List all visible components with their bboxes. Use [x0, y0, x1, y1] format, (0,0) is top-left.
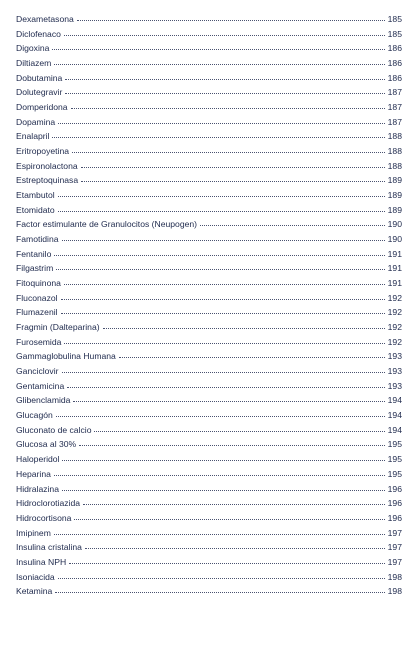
toc-entry[interactable]: [16, 217, 402, 232]
toc-entry-title: Fragmin (Dalteparina): [16, 322, 100, 333]
toc-entry[interactable]: [16, 467, 402, 482]
toc-entry-page-number: 198: [387, 571, 402, 582]
toc-entry-title: Enalapril: [16, 131, 50, 142]
toc-entry[interactable]: [16, 144, 402, 159]
toc-entry-title: Etomidato: [16, 204, 55, 215]
dot-leader: [52, 48, 384, 50]
dot-leader: [77, 19, 385, 21]
toc-entry-page-number: 191: [387, 248, 402, 259]
dot-leader: [64, 283, 385, 285]
toc-entry-page-number: 191: [387, 263, 402, 274]
toc-entry[interactable]: [16, 305, 402, 320]
toc-entry-page-number: 190: [387, 234, 402, 245]
toc-entry-page-number: 193: [387, 380, 402, 391]
dot-leader: [62, 239, 385, 241]
dot-leader: [64, 34, 385, 36]
toc-entry-title: Famotidina: [16, 234, 59, 245]
toc-entry-page-number: 188: [387, 146, 402, 157]
toc-entry-page-number: 186: [387, 72, 402, 83]
toc-entry[interactable]: [16, 320, 402, 335]
toc-entry[interactable]: [16, 349, 402, 364]
dot-leader: [62, 371, 385, 373]
toc-entry-title: Furosemida: [16, 336, 62, 347]
toc-entry-title: Hidralazina: [16, 483, 59, 494]
toc-entry[interactable]: [16, 570, 402, 585]
toc-entry-page-number: 188: [387, 160, 402, 171]
toc-entry-title: Hidrocortisona: [16, 512, 72, 523]
toc-entry-title: Insulina NPH: [16, 556, 67, 567]
dot-leader: [58, 210, 385, 212]
toc-entry[interactable]: [16, 335, 402, 350]
dot-leader: [54, 474, 385, 476]
toc-entry[interactable]: [16, 232, 402, 247]
dot-leader: [58, 195, 385, 197]
toc-entry-title: Gluconato de calcio: [16, 424, 92, 435]
toc-entry-page-number: 194: [387, 424, 402, 435]
toc-entry[interactable]: [16, 437, 402, 452]
dot-leader: [54, 533, 385, 535]
toc-entry-title: Gentamicina: [16, 380, 65, 391]
toc-entry[interactable]: [16, 56, 402, 71]
toc-entry-page-number: 187: [387, 102, 402, 113]
dot-leader: [67, 386, 384, 388]
toc-entry-title: Gammaglobulina Humana: [16, 351, 116, 362]
toc-entry[interactable]: [16, 261, 402, 276]
toc-entry-page-number: 185: [387, 14, 402, 24]
dot-leader: [94, 430, 384, 432]
toc-entry-title: Hidroclorotiazida: [16, 498, 81, 509]
toc-entry-title: Dopamina: [16, 116, 56, 127]
toc-entry-page-number: 193: [387, 366, 402, 377]
toc-entry[interactable]: [16, 584, 402, 599]
dot-leader: [56, 415, 385, 417]
toc-entry-page-number: 195: [387, 454, 402, 465]
dot-leader: [58, 577, 385, 579]
toc-entry-page-number: 186: [387, 43, 402, 54]
toc-entry[interactable]: [16, 276, 402, 291]
toc-entry[interactable]: [16, 85, 402, 100]
toc-entry[interactable]: [16, 100, 402, 115]
toc-entry-title: Haloperidol: [16, 454, 60, 465]
toc-entry-page-number: 196: [387, 512, 402, 523]
toc-entry-page-number: 196: [387, 483, 402, 494]
dot-leader: [58, 122, 384, 124]
toc-entry-title: Etambutol: [16, 190, 55, 201]
toc-entry[interactable]: [16, 71, 402, 86]
toc-entry[interactable]: [16, 408, 402, 423]
toc-entry[interactable]: [16, 27, 402, 42]
toc-entry-title: Estreptoquinasa: [16, 175, 79, 186]
toc-entry-title: Glibenclamida: [16, 395, 71, 406]
dot-leader: [62, 459, 384, 461]
dot-leader: [81, 180, 385, 182]
dot-leader: [56, 268, 384, 270]
toc-entry-title: Factor estimulante de Granulocitos (Neupogen): [16, 219, 198, 230]
toc-entry[interactable]: [16, 423, 402, 438]
toc-entry-title: Fentanilo: [16, 248, 52, 259]
toc-entry-page-number: 189: [387, 204, 402, 215]
toc-entry-page-number: 194: [387, 395, 402, 406]
dot-leader: [61, 312, 385, 314]
toc-entry-title: Espironolactona: [16, 160, 78, 171]
toc-entry[interactable]: [16, 115, 402, 130]
dot-leader: [54, 254, 384, 256]
toc-entry-title: Filgastrim: [16, 263, 54, 274]
toc-entry-page-number: 187: [387, 116, 402, 127]
toc-entry-page-number: 197: [387, 556, 402, 567]
toc-entry-page-number: 192: [387, 336, 402, 347]
dot-leader: [64, 342, 384, 344]
toc-entry-title: Glucagón: [16, 410, 53, 421]
dot-leader: [71, 107, 385, 109]
toc-entry-page-number: 195: [387, 439, 402, 450]
toc-entry-page-number: 192: [387, 292, 402, 303]
toc-entry[interactable]: [16, 555, 402, 570]
toc-entry[interactable]: [16, 173, 402, 188]
toc-entry-title: Ketamina: [16, 586, 53, 597]
toc-entry-page-number: 190: [387, 219, 402, 230]
toc-entry[interactable]: [16, 129, 402, 144]
toc-entry-page-number: 197: [387, 527, 402, 538]
toc-entry[interactable]: [16, 188, 402, 203]
toc-entry[interactable]: [16, 247, 402, 262]
toc-entry-page-number: 193: [387, 351, 402, 362]
dot-leader: [72, 151, 385, 153]
toc-entry-title: Diclofenaco: [16, 28, 61, 39]
toc-entry-title: Dexametasona: [16, 14, 74, 24]
dot-leader: [81, 166, 385, 168]
toc-entry-page-number: 189: [387, 175, 402, 186]
toc-entry-page-number: 192: [387, 307, 402, 318]
toc-entry-title: Digoxina: [16, 43, 50, 54]
dot-leader: [52, 136, 384, 138]
toc-entry-title: Dolutegravir: [16, 87, 63, 98]
dot-leader: [55, 591, 384, 593]
dot-leader: [73, 400, 384, 402]
toc-entry-page-number: 187: [387, 87, 402, 98]
toc-entry-title: Isoniacida: [16, 571, 55, 582]
toc-entry[interactable]: [16, 393, 402, 408]
toc-entry[interactable]: [16, 364, 402, 379]
dot-leader: [119, 356, 385, 358]
dot-leader: [74, 518, 384, 520]
toc-entry[interactable]: [16, 482, 402, 497]
toc-entry-page-number: 186: [387, 58, 402, 69]
toc-entry[interactable]: [16, 203, 402, 218]
toc-entry[interactable]: [16, 379, 402, 394]
toc-entry-title: Flumazenil: [16, 307, 58, 318]
dot-leader: [54, 63, 384, 65]
toc-entry[interactable]: [16, 159, 402, 174]
dot-leader: [85, 547, 385, 549]
toc-entry-title: Ganciclovir: [16, 366, 59, 377]
toc-entry[interactable]: [16, 291, 402, 306]
dot-leader: [61, 298, 385, 300]
toc-entry-page-number: 192: [387, 322, 402, 333]
dot-leader: [62, 489, 385, 491]
toc-entry-title: Fitoquinona: [16, 278, 61, 289]
dot-leader: [200, 224, 385, 226]
toc-entry-title: Glucosa al 30%: [16, 439, 77, 450]
dot-leader: [103, 327, 385, 329]
toc-entry-page-number: 189: [387, 190, 402, 201]
toc-entry-title: Domperidona: [16, 102, 68, 113]
toc-entry-title: Imipinem: [16, 527, 51, 538]
toc-entry-page-number: 197: [387, 542, 402, 553]
toc-entry-page-number: 196: [387, 498, 402, 509]
toc-entry-title: Diltiazem: [16, 58, 52, 69]
toc-entry[interactable]: [16, 540, 402, 555]
toc-entry-page-number: 188: [387, 131, 402, 142]
toc-entry-title: Eritropoyetina: [16, 146, 70, 157]
toc-entry[interactable]: [16, 41, 402, 56]
toc-entry-page-number: 195: [387, 468, 402, 479]
toc-entry[interactable]: [16, 511, 402, 526]
toc-entry-title: Heparina: [16, 468, 51, 479]
toc-entry-page-number: 185: [387, 28, 402, 39]
toc-entry-title: Insulina cristalina: [16, 542, 82, 553]
dot-leader: [83, 503, 385, 505]
toc-entry[interactable]: [16, 452, 402, 467]
toc-entry[interactable]: [16, 12, 402, 27]
dot-leader: [65, 92, 384, 94]
toc-entry-page-number: 194: [387, 410, 402, 421]
table-of-contents: [16, 12, 402, 599]
toc-entry-title: Fluconazol: [16, 292, 58, 303]
dot-leader: [65, 78, 384, 80]
toc-entry[interactable]: [16, 526, 402, 541]
dot-leader: [79, 444, 384, 446]
toc-entry-page-number: 198: [387, 586, 402, 597]
toc-entry-page-number: 191: [387, 278, 402, 289]
toc-entry-title: Dobutamina: [16, 72, 63, 83]
dot-leader: [69, 562, 385, 564]
toc-entry[interactable]: [16, 496, 402, 511]
